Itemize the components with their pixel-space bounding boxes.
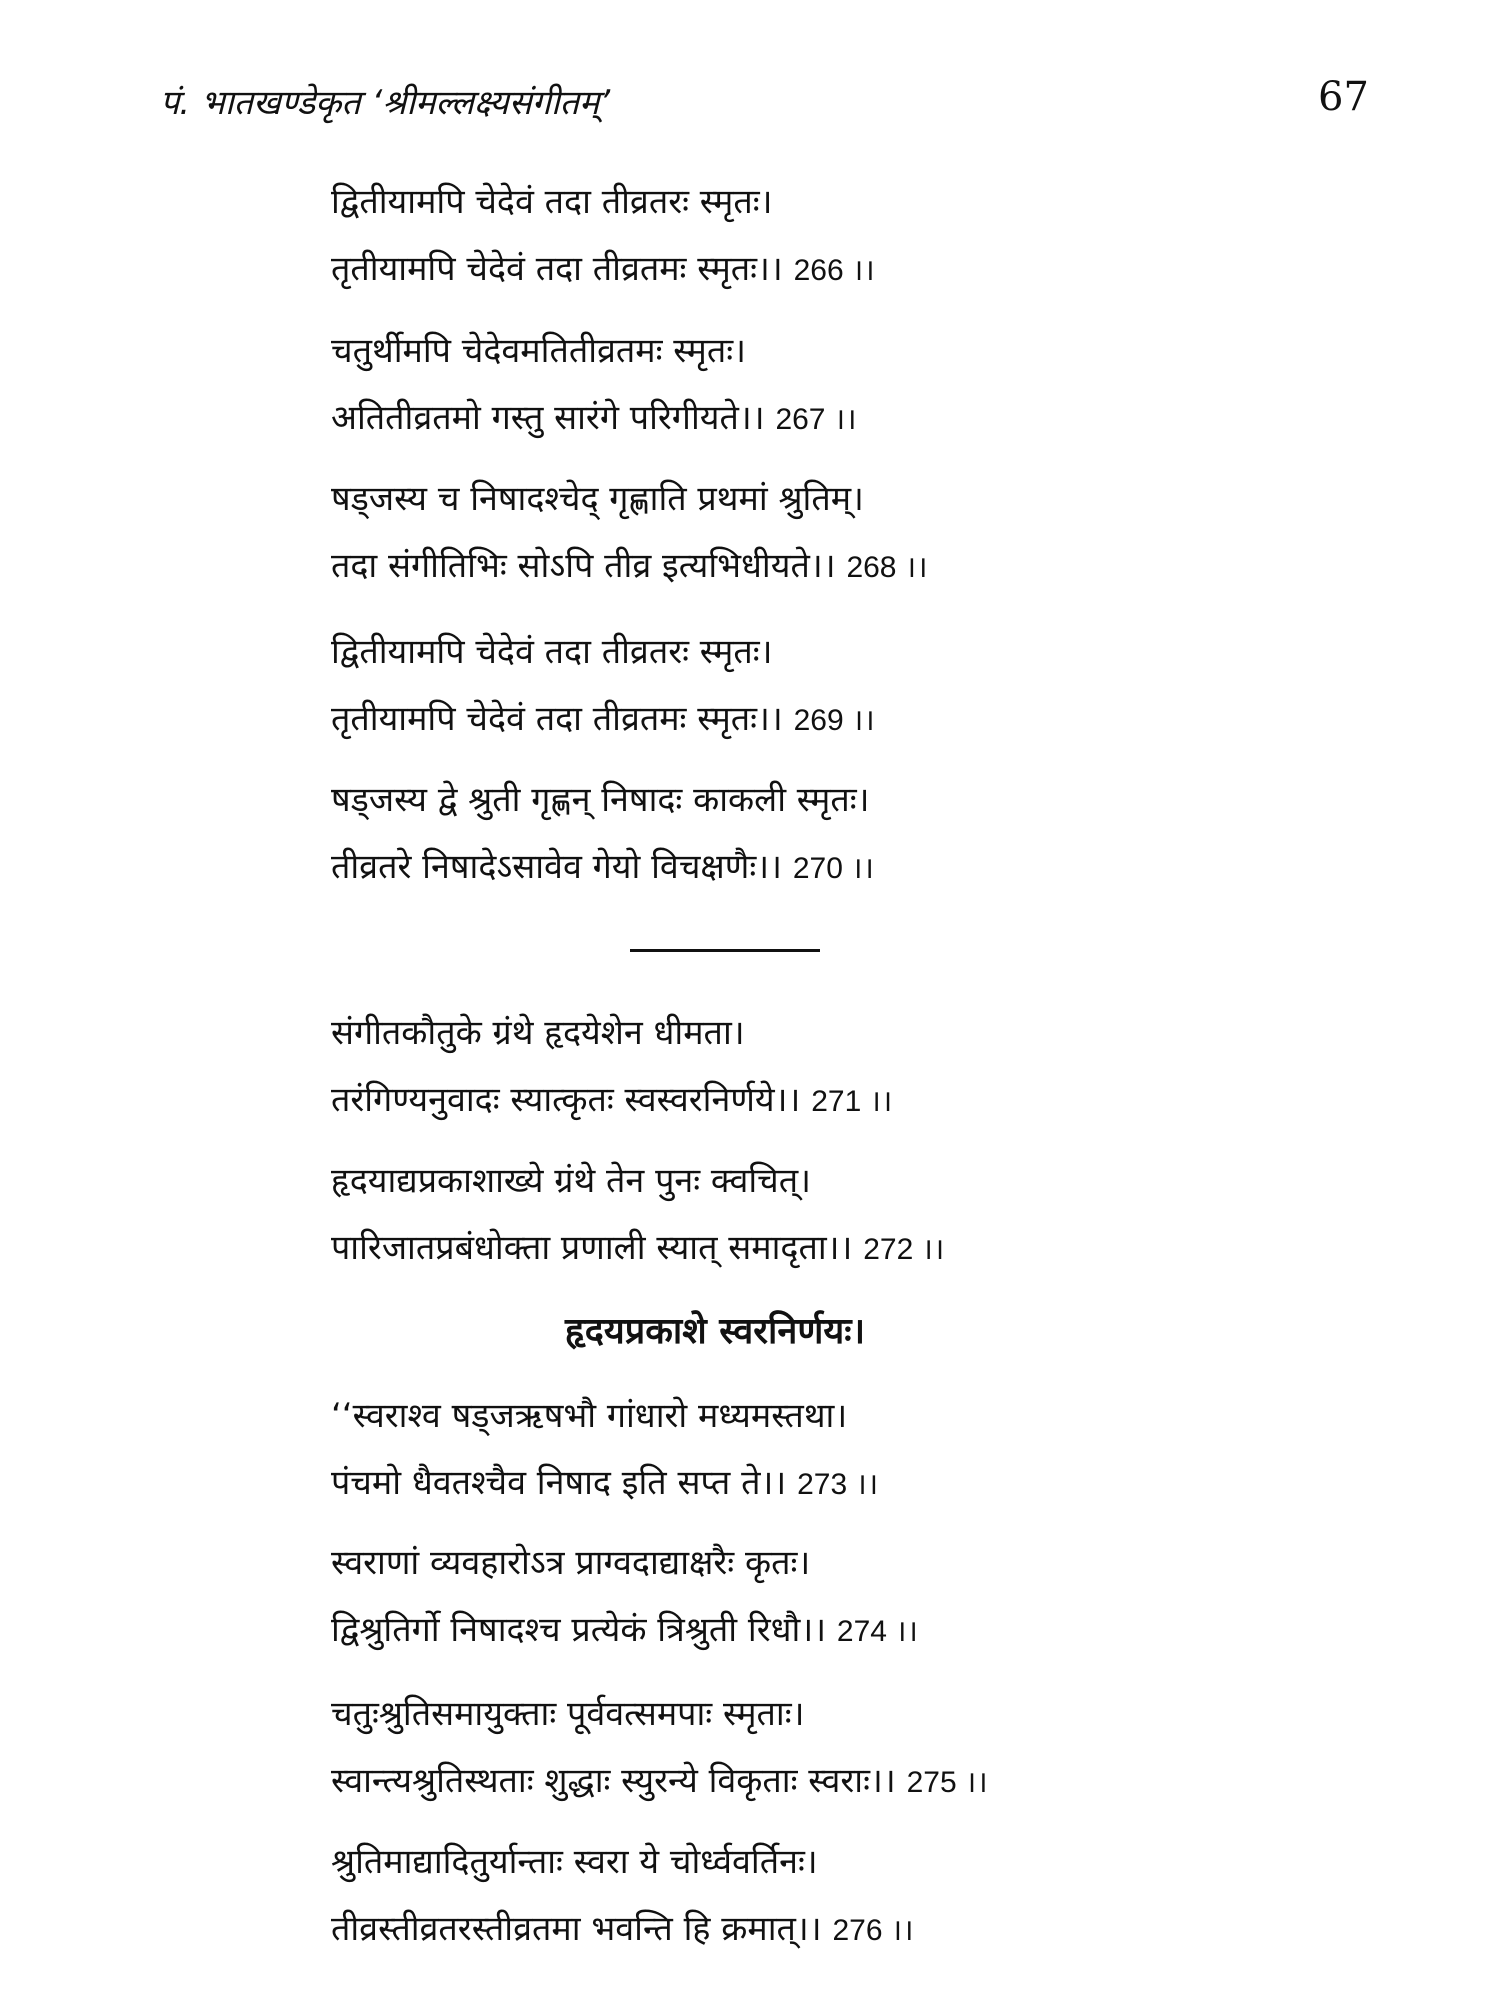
verse-line: पारिजातप्रबंधोक्ता प्रणाली स्यात् समादृता।। 272 ।। xyxy=(331,1228,945,1268)
verse-number: 276 ।। xyxy=(832,1914,914,1947)
verse-line: तृतीयामपि चेदेवं तदा तीव्रतमः स्मृतः।। 266 ।। xyxy=(331,249,875,289)
verse-line: स्वराणां व्यवहारोऽत्र प्राग्वदाद्याक्षरैः कृतः। xyxy=(331,1543,811,1583)
verse-line: पंचमो धैवतश्चैव निषाद इति सप्त ते।। 273 ।। xyxy=(331,1463,879,1503)
verse-number: 275 ।। xyxy=(906,1766,988,1799)
verse-line: तरंगिण्यनुवादः स्यात्कृतः स्वस्वरनिर्णये।। 271 ।। xyxy=(331,1080,893,1120)
verse-number: 274 ।। xyxy=(836,1615,919,1648)
verse-line: द्वितीयामपि चेदेवं तदा तीव्रतरः स्मृतः। xyxy=(331,182,773,222)
verse-number: 273 ।। xyxy=(797,1468,879,1501)
verse-line: द्विश्रुतिर्गो निषादश्च प्रत्येकं त्रिश्रुती रिधौ।। 274 ।। xyxy=(331,1610,919,1650)
verse-line: द्वितीयामपि चेदेवं तदा तीव्रतरः स्मृतः। xyxy=(331,632,773,672)
verse-line: चतुःश्रुतिसमायुक्ताः पूर्ववत्समपाः स्मृताः। xyxy=(331,1694,805,1734)
verse-number: 271 ।। xyxy=(811,1085,893,1118)
section-heading: हृदयप्रकाशे स्वरनिर्णयः। xyxy=(565,1311,866,1352)
verse-line: स्वान्त्यश्रुतिस्थताः शुद्धाः स्युरन्ये विकृताः स्वराः।। 275 ।। xyxy=(331,1761,988,1801)
verse-line: ‘‘स्वराश्व षड्जऋषभौ गांधारो मध्यमस्तथा। xyxy=(331,1396,848,1436)
verse-line: तीव्रतरे निषादेऽसावेव गेयो विचक्षणैः।। 270 ।। xyxy=(331,847,874,887)
verse-number: 270 ।। xyxy=(792,852,874,885)
page-number: 67 xyxy=(1318,74,1369,120)
verse-number: 268 ।। xyxy=(846,551,928,584)
verse-line: षड्जस्य च निषादश्चेद् गृह्णाति प्रथमां श्रुतिम्। xyxy=(331,479,864,519)
verse-line: संगीतकौतुके ग्रंथे हृदयेशेन धीमता। xyxy=(331,1013,745,1053)
verse-line: हृदयाद्यप्रकाशाख्ये ग्रंथे तेन पुनः क्वचित्। xyxy=(331,1161,812,1201)
verse-number: 266 ।। xyxy=(793,254,875,287)
verse-line: तीव्रस्तीव्रतरस्तीव्रतमा भवन्ति हि क्रमात्।। 276 ।। xyxy=(331,1909,914,1949)
verse-line: तृतीयामपि चेदेवं तदा तीव्रतमः स्मृतः।। 269 ।। xyxy=(331,699,875,739)
header-title: पं. भातखण्डेकृत ‘श्रीमल्लक्ष्यसंगीतम्’ xyxy=(160,83,611,123)
verse-number: 272 ।। xyxy=(863,1233,945,1266)
section-divider xyxy=(630,949,820,952)
verse-line: अतितीव्रतमो गस्तु सारंगे परिगीयते।। 267 ।। xyxy=(331,398,857,438)
verse-number: 269 ।। xyxy=(793,704,875,737)
verse-number: 267 ।। xyxy=(775,403,857,436)
verse-line: श्रुतिमाद्यादितुर्यान्ताः स्वरा ये चोर्ध्ववर्तिनः। xyxy=(331,1842,818,1882)
verse-line: षड्जस्य द्वे श्रुती गृह्णन् निषादः काकली स्मृतः। xyxy=(331,780,870,820)
verse-line: चतुर्थीमपि चेदेवमतितीव्रतमः स्मृतः। xyxy=(331,331,746,371)
verse-line: तदा संगीतिभिः सोऽपि तीव्र इत्यभिधीयते।। 268 ।। xyxy=(331,546,928,586)
